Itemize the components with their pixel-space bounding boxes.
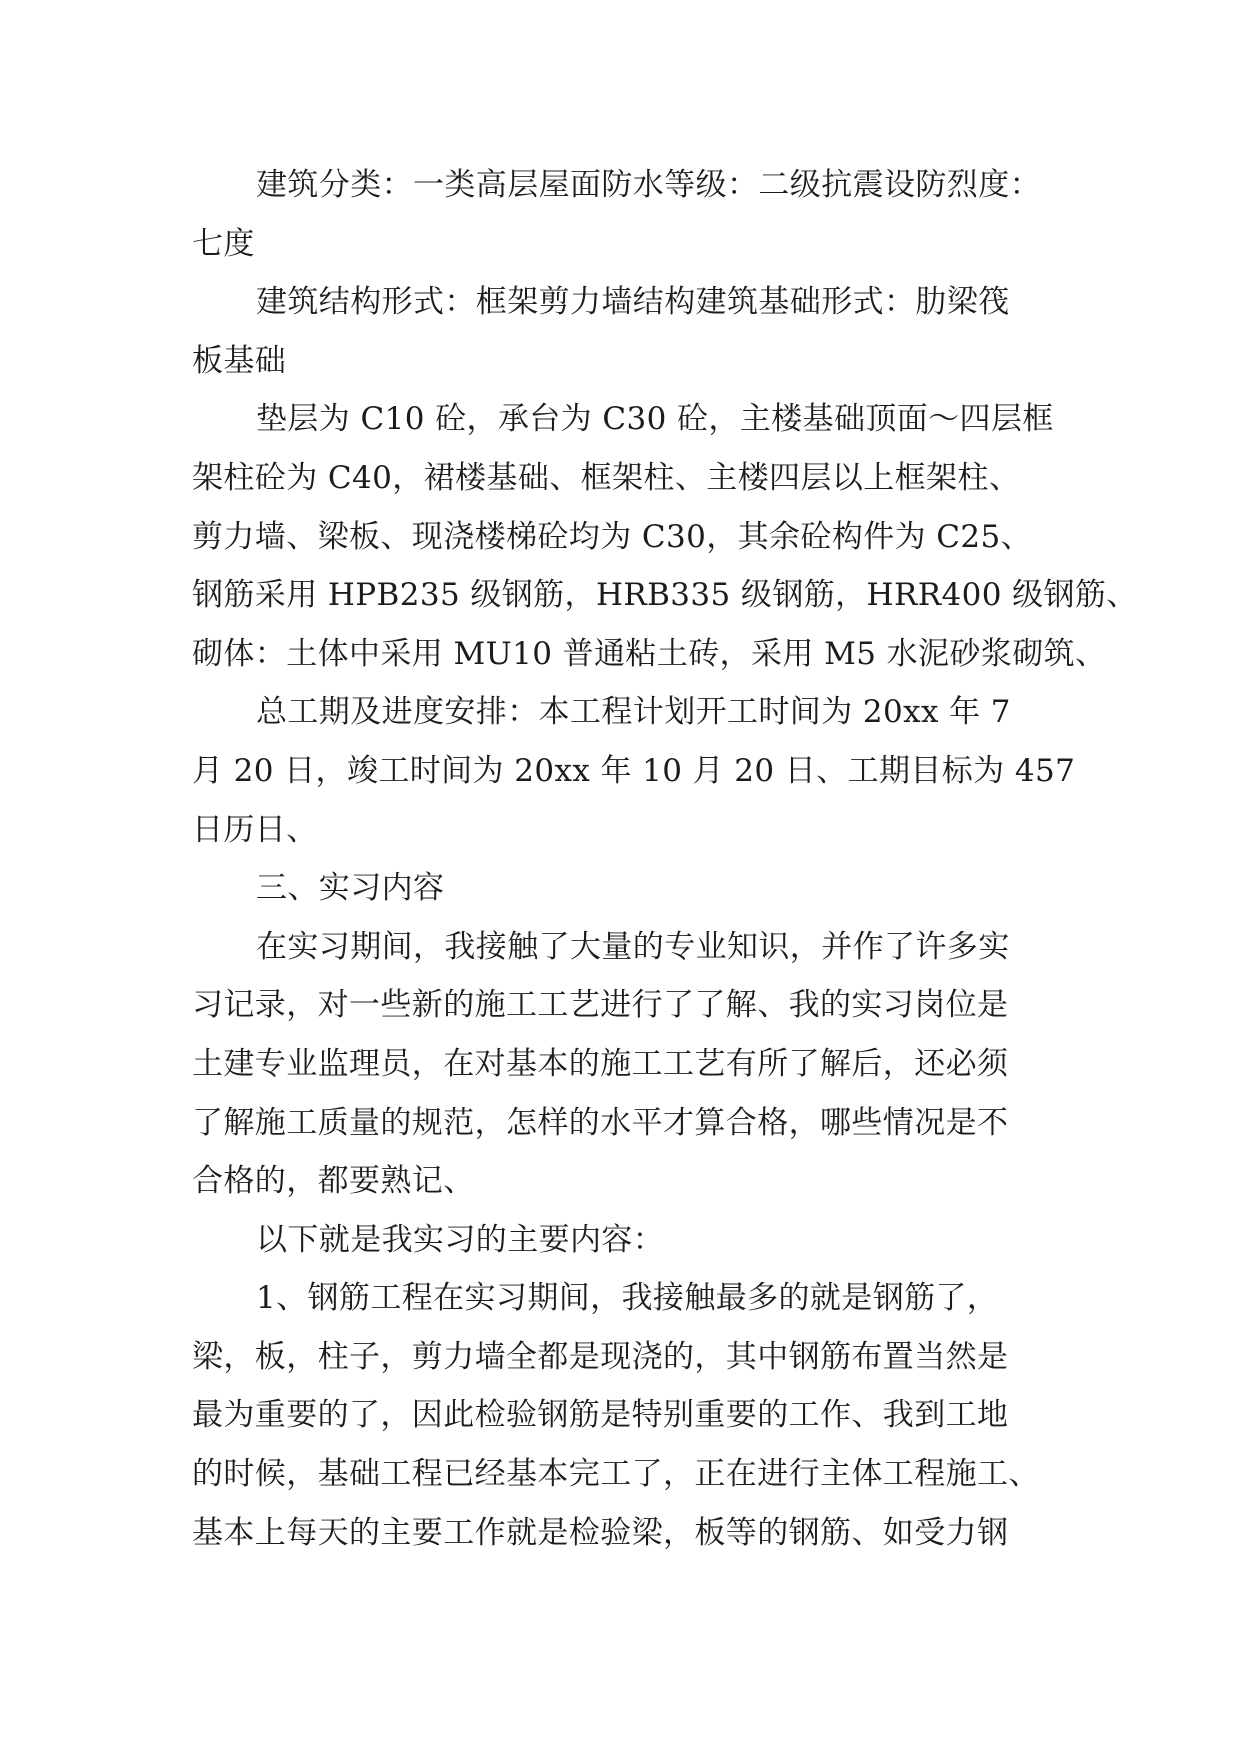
paragraph-line: 月 20 日，竣工时间为 20xx 年 10 月 20 日、工期目标为 457 — [192, 752, 1076, 789]
paragraph-first-line: 在实习期间，我接触了大量的专业知识，并作了许多实 — [256, 928, 1010, 965]
paragraph-first-line: 三、实习内容 — [256, 870, 445, 907]
paragraph-line: 了解施工质量的规范，怎样的水平才算合格，哪些情况是不 — [192, 1104, 1009, 1141]
paragraph-line: 最为重要的了，因此检验钢筋是特别重要的工作、我到工地 — [192, 1397, 1009, 1434]
paragraph-first-line: 总工期及进度安排：本工程计划开工时间为 20xx 年 7 — [256, 694, 1011, 731]
paragraph-line: 架柱砼为 C40，裙楼基础、框架柱、主楼四层以上框架柱、 — [192, 459, 1021, 496]
paragraph-line: 基本上每天的主要工作就是检验梁，板等的钢筋、如受力钢 — [192, 1514, 1009, 1551]
paragraph-first-line: 建筑结构形式：框架剪力墙结构建筑基础形式：肋梁筏 — [256, 284, 1010, 321]
paragraph-first-line: 1、钢筋工程在实习期间，我接触最多的就是钢筋了， — [256, 1280, 999, 1317]
paragraph-first-line: 垫层为 C10 砼，承台为 C30 砼，主楼基础顶面～四层框 — [256, 401, 1054, 438]
paragraph-line: 日历日、 — [192, 811, 318, 848]
paragraph-line: 七度 — [192, 225, 255, 262]
paragraph-line: 钢筋采用 HPB235 级钢筋，HRB335 级钢筋，HRR400 级钢筋、 — [192, 577, 1138, 614]
paragraph-line: 剪力墙、梁板、现浇楼梯砼均为 C30，其余砼构件为 C25、 — [192, 518, 1033, 555]
paragraph-first-line: 建筑分类：一类高层屋面防水等级：二级抗震设防烈度： — [256, 167, 1041, 203]
paragraph-first-line: 以下就是我实习的主要内容： — [256, 1221, 665, 1258]
paragraph-line: 合格的，都要熟记、 — [192, 1163, 475, 1200]
body-text — [192, 156, 1138, 1562]
paragraph-line: 的时候，基础工程已经基本完工了，正在进行主体工程施工、 — [192, 1456, 1040, 1493]
paragraph-line: 土建专业监理员，在对基本的施工工艺有所了解后，还必须 — [192, 1045, 1009, 1082]
paragraph-line: 板基础 — [192, 342, 287, 379]
paragraph-line: 习记录，对一些新的施工工艺进行了了解、我的实习岗位是 — [192, 987, 1009, 1024]
paragraph-line: 梁，板，柱子，剪力墙全都是现浇的，其中钢筋布置当然是 — [192, 1338, 1009, 1375]
paragraph-line: 砌体：土体中采用 MU10 普通粘土砖，采用 M5 水泥砂浆砌筑、 — [192, 635, 1107, 672]
